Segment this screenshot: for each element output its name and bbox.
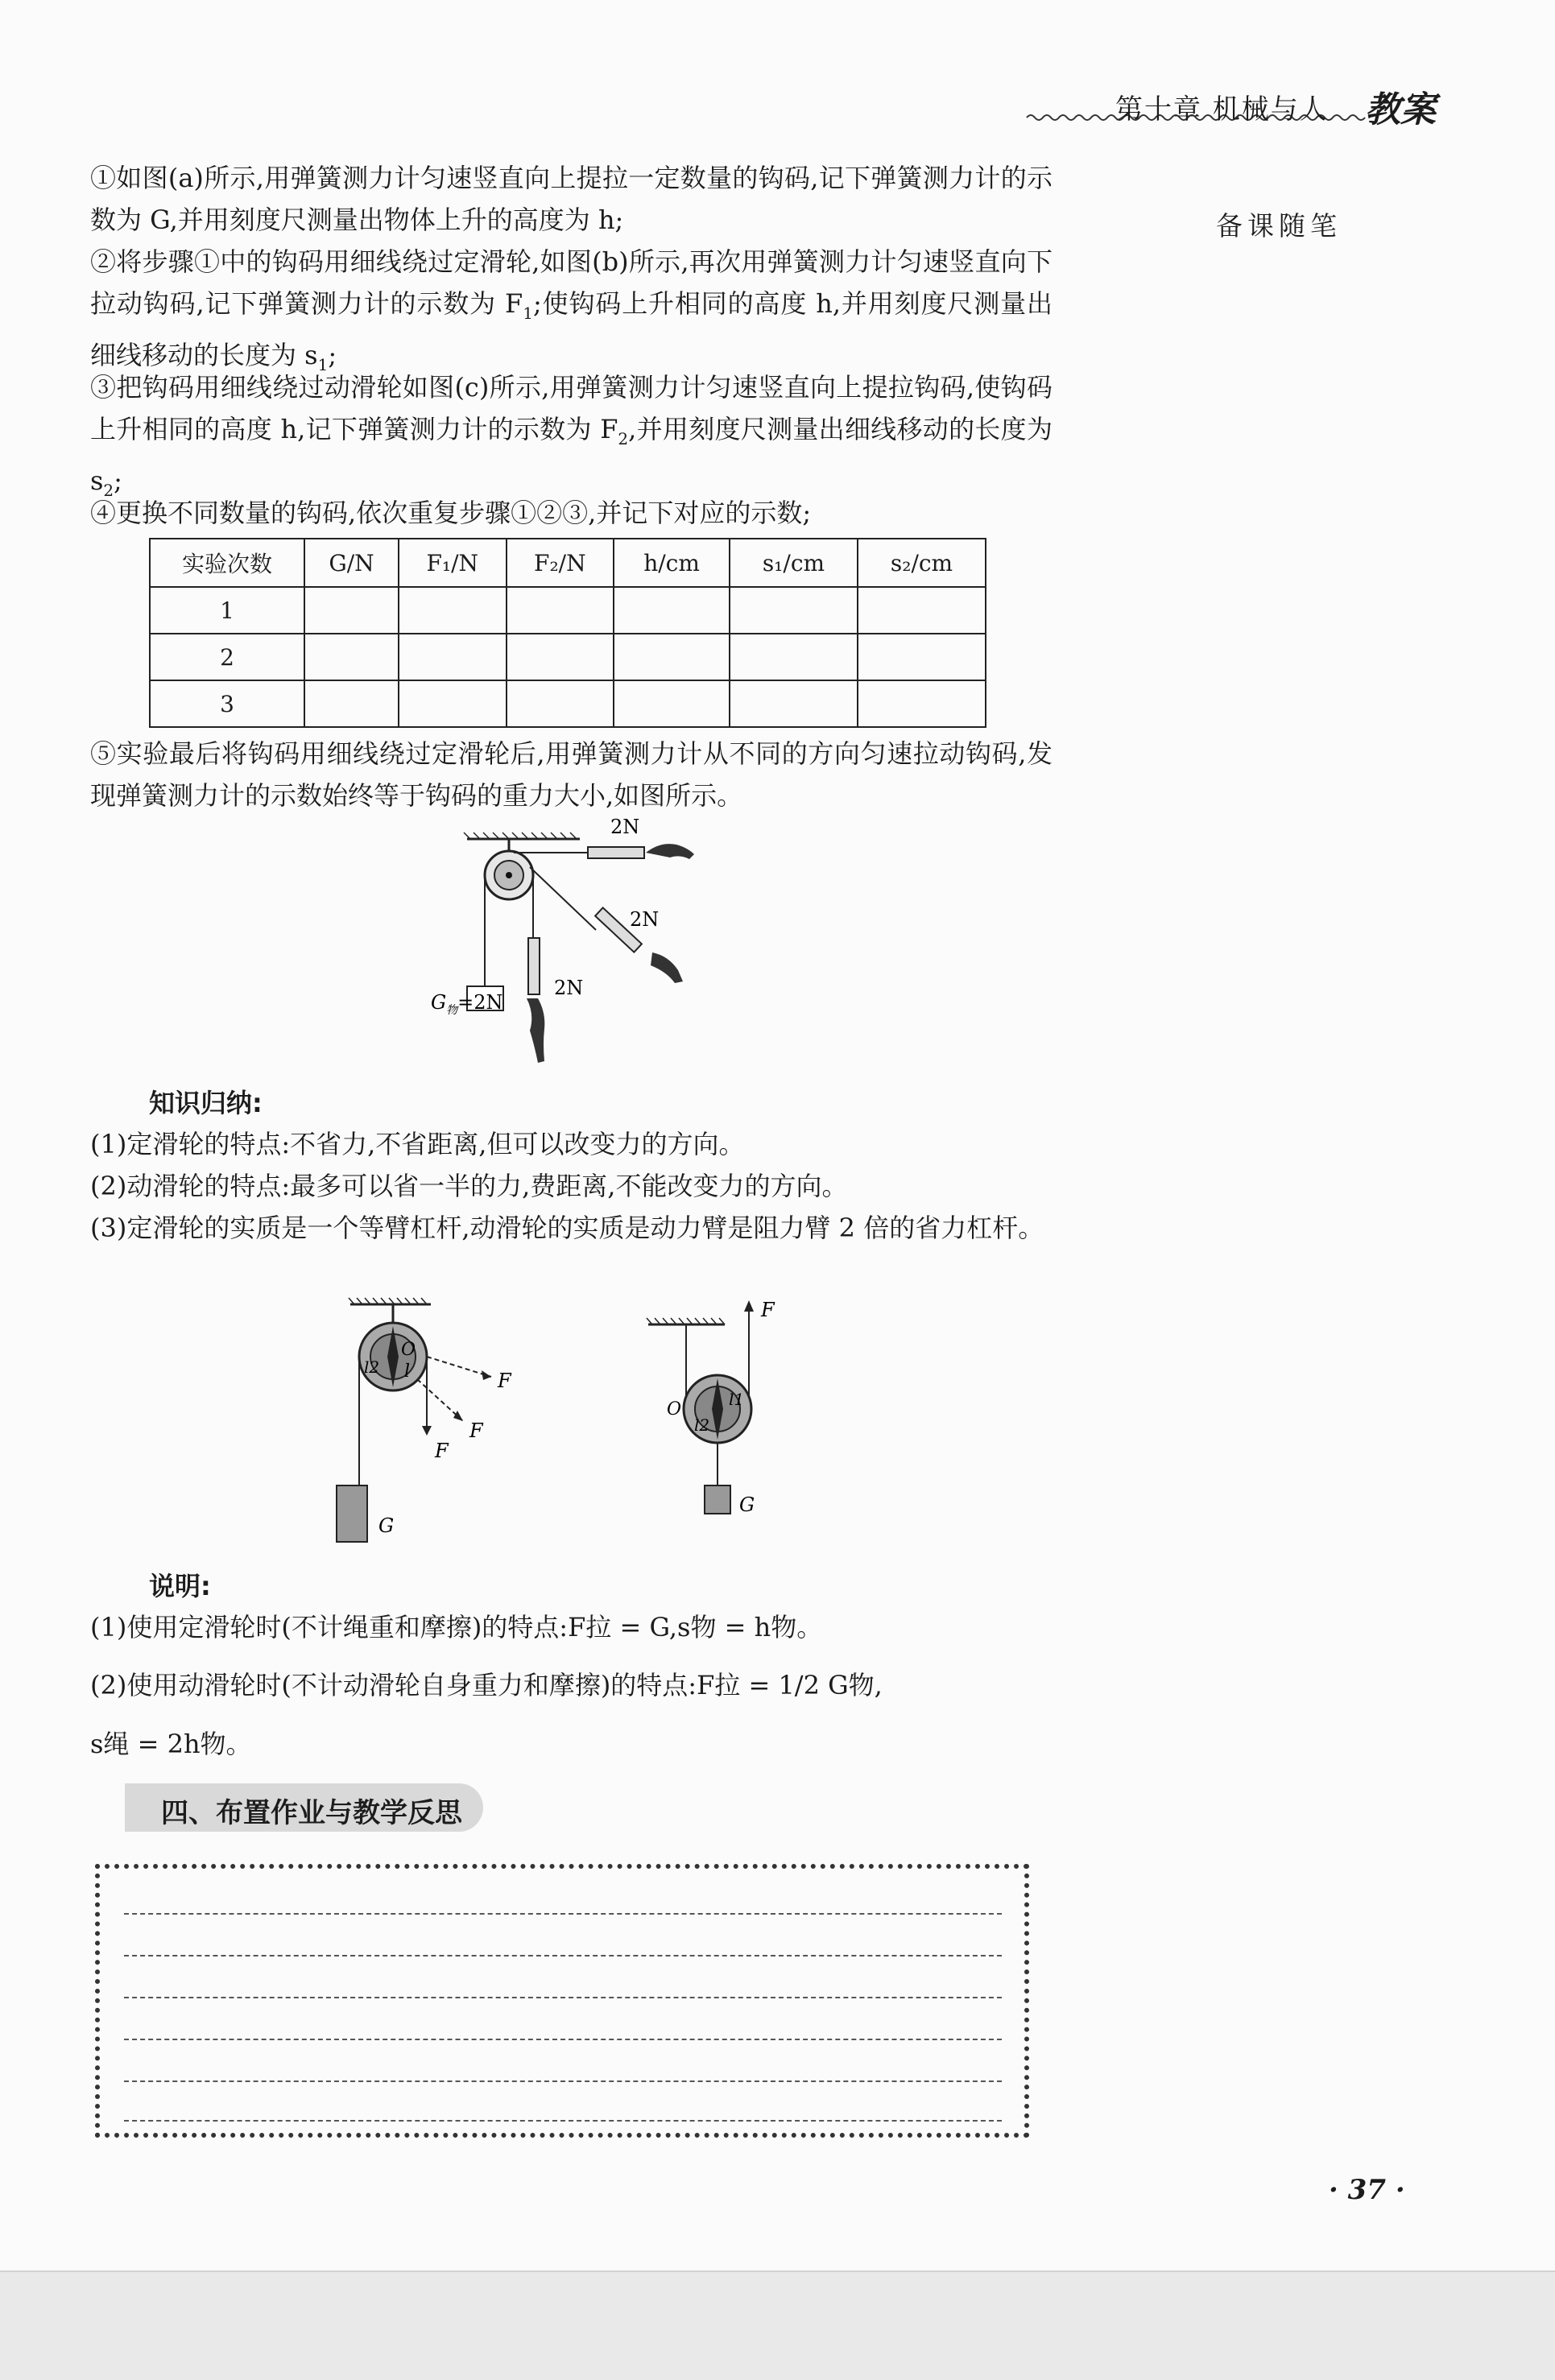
knowledge-title: 知识归纳:: [149, 1088, 263, 1118]
page-header: [1027, 81, 1454, 129]
explain-line-3: s绳 = 2h物。: [90, 1729, 252, 1759]
writing-line: [124, 1913, 1002, 1915]
table-cell: 1: [150, 587, 304, 634]
figure-1-weight-g: G: [431, 991, 447, 1014]
step-3-text-a: ③把钩码用细线绕过动滑轮如图(c)所示,用弹簧测力计匀速竖直向上提拉钩码,使钩码上升相同的高度 h,记下弹簧测力计的示数为 F: [90, 372, 1053, 444]
figure-1-force-down: 2N: [554, 977, 584, 999]
table-header-cell: s₁/cm: [730, 539, 858, 587]
knowledge-item: (3)定滑轮的实质是一个等臂杠杆,动滑轮的实质是动力臂是阻力臂 2 倍的省力杠杆。: [90, 1213, 1044, 1243]
figure-2-movable-l1: l1: [729, 1390, 745, 1409]
table-row: [150, 680, 986, 727]
explain-title: 说明:: [149, 1571, 211, 1601]
step-5: ⑤实验最后将钩码用细线绕过定滑轮后,用弹簧测力计从不同的方向匀速拉动钩码,发现弹簧测力计的示数始终等于钩码的重力大小,如图所示。: [90, 738, 1053, 811]
knowledge-item: (2)动滑轮的特点:最多可以省一半的力,费距离,不能改变力的方向。: [90, 1171, 848, 1201]
step-1: ①如图(a)所示,用弹簧测力计匀速竖直向上提拉一定数量的钩码,记下弹簧测力计的示数为 G,并用刻度尺测量出物体上升的高度为 h;: [90, 163, 1053, 235]
header-mark: 教案: [1365, 89, 1436, 130]
figure-pulley-levers: [322, 1292, 821, 1558]
step-3-text-b: ,并用刻度尺测量出细线移动的长度为 s: [90, 414, 1053, 496]
table-header-cell: h/cm: [614, 539, 730, 587]
table-header-cell: s₂/cm: [858, 539, 986, 587]
knowledge-item: (1)定滑轮的特点:不省力,不省距离,但可以改变力的方向。: [90, 1129, 745, 1159]
table-cell: [730, 680, 858, 727]
step-2-text-b: ;使钩码上升相同的高度 h,并用刻度尺测量出细线移动的长度为 s: [90, 288, 1053, 370]
table-cell: [614, 634, 730, 680]
table-header-cell: 实验次数: [150, 539, 304, 587]
table-header-cell: F₂/N: [507, 539, 614, 587]
table-cell: [507, 634, 614, 680]
figure-2-fixed-o: O: [401, 1340, 416, 1360]
figure-2-fixed-f1: F: [498, 1370, 511, 1392]
table-cell: [507, 680, 614, 727]
table-header-cell: G/N: [304, 539, 399, 587]
step-2: [90, 241, 1053, 386]
step-2-text-a: ②将步骤①中的钩码用细线绕过定滑轮,如图(b)所示,再次用弹簧测力计匀速竖直向下拉动钩码,记下弹簧测力计的示数为 F: [90, 246, 1053, 319]
table-cell: [730, 587, 858, 634]
chapter-title: 第十章 机械与人: [1115, 93, 1329, 126]
table-cell: [730, 634, 858, 680]
section-title: 四、布置作业与教学反思: [161, 1797, 462, 1829]
step-2-sub-s1: 1: [317, 355, 329, 374]
figure-2-movable-g: G: [739, 1494, 755, 1516]
figure-2-fixed-f2: F: [469, 1419, 483, 1442]
step-4: ④更换不同数量的钩码,依次重复步骤①②③,并记下对应的示数;: [90, 498, 812, 528]
step-2-sub-f1: 1: [523, 304, 533, 323]
table-cell: [399, 634, 507, 680]
figure-2-fixed-g: G: [378, 1514, 395, 1537]
writing-line: [124, 1997, 1002, 1998]
margin-note: 备课随笔: [1216, 210, 1342, 242]
table-cell: [858, 680, 986, 727]
figure-2-fixed-l: l: [404, 1361, 411, 1382]
homework-box: [95, 1864, 1029, 2138]
table-header-cell: F₁/N: [399, 539, 507, 587]
figure-1-weight-value: =2N: [457, 991, 503, 1014]
table-cell: 2: [150, 634, 304, 680]
figure-1-force-top: 2N: [610, 816, 640, 838]
table-cell: [399, 680, 507, 727]
step-3: [90, 366, 1053, 511]
table-cell: [304, 680, 399, 727]
table-cell: 3: [150, 680, 304, 727]
figure-2-movable-o: O: [667, 1399, 682, 1419]
step-3-sub-s2: 2: [103, 481, 114, 500]
writing-line: [124, 2039, 1002, 2040]
figure-fixed-pulley-directions: [419, 817, 765, 1083]
writing-line: [124, 2120, 1002, 2122]
table-cell: [304, 587, 399, 634]
table-cell: [304, 634, 399, 680]
writing-line: [124, 1955, 1002, 1956]
figure-2-movable-f: F: [761, 1299, 775, 1321]
page-number: · 37 ·: [1329, 2174, 1405, 2206]
table-cell: [858, 634, 986, 680]
figure-2-movable-l2: l2: [694, 1415, 710, 1435]
figure-1-weight-label: [431, 991, 503, 1017]
page-bottom-edge: [0, 2271, 1555, 2380]
table-cell: [614, 587, 730, 634]
writing-line: [124, 2080, 1002, 2082]
explain-line-2: (2)使用动滑轮时(不计动滑轮自身重力和摩擦)的特点:F拉 = 1/2 G物,: [90, 1670, 883, 1700]
experiment-table: [149, 538, 986, 728]
table-row: [150, 587, 986, 634]
figure-1-weight-sub: 物: [446, 1004, 458, 1017]
step-3-sub-f2: 2: [618, 429, 629, 448]
table-cell: [614, 680, 730, 727]
table-row: [150, 634, 986, 680]
table-cell: [507, 587, 614, 634]
table-cell: [858, 587, 986, 634]
step-3-text-c: ;: [114, 465, 122, 496]
table-cell: [399, 587, 507, 634]
figure-2-fixed-f3: F: [435, 1440, 449, 1462]
figure-1-force-mid: 2N: [630, 908, 660, 931]
step-2-text-c: ;: [328, 340, 337, 370]
figure-2-fixed-l2: l2: [364, 1357, 380, 1377]
table-header-row: [150, 539, 986, 587]
explain-line-1: (1)使用定滑轮时(不计绳重和摩擦)的特点:F拉 = G,s物 = h物。: [90, 1612, 823, 1642]
